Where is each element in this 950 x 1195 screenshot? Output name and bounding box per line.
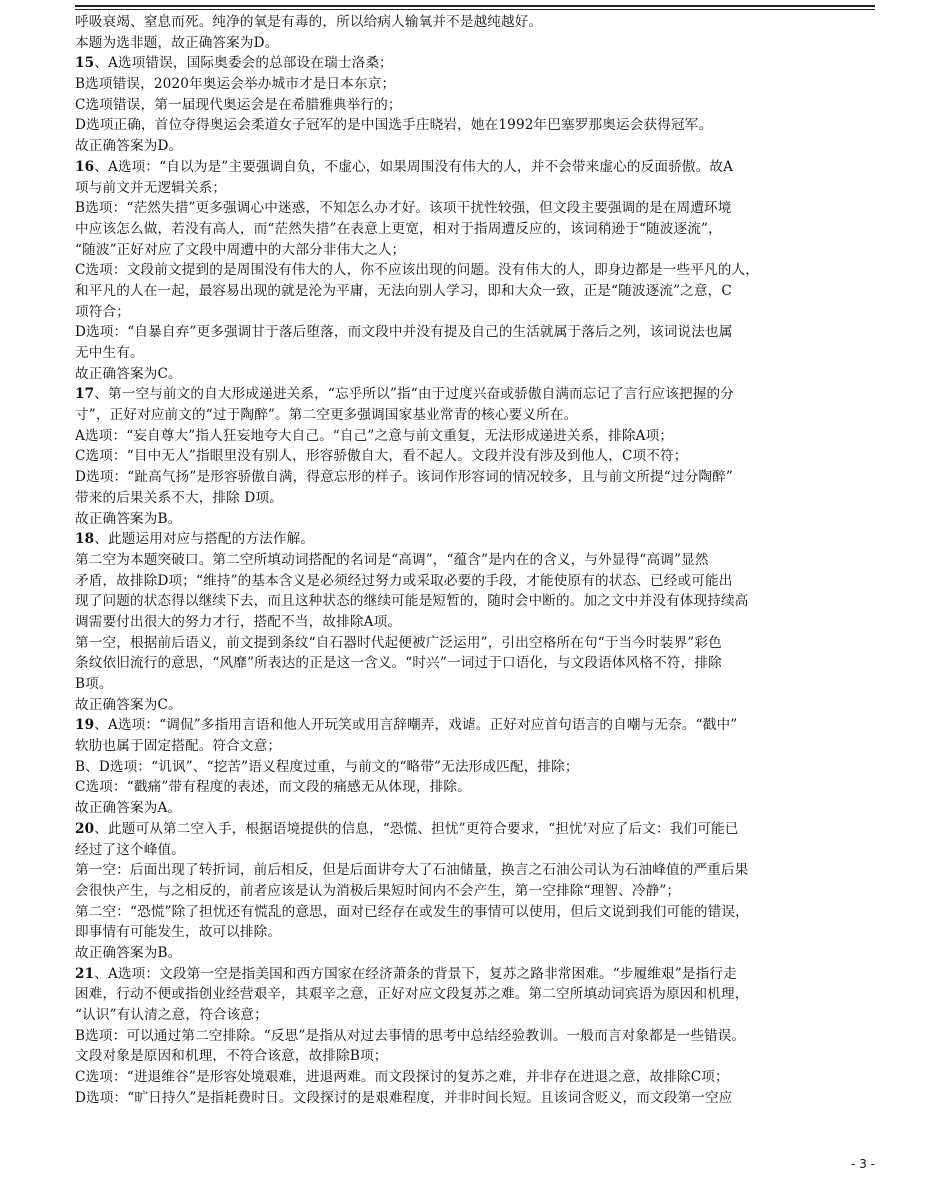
line-text: 故正确答案为A。 <box>75 800 182 817</box>
line-text: 、A选项错误，国际奥委会的总部设在瑞士洛桑； <box>94 55 393 72</box>
line-text: 文段对象是原因和机理，不符合该意，故排除B项； <box>75 1048 388 1065</box>
text-line <box>75 488 875 509</box>
line-text: 故正确答案为D。 <box>75 138 183 155</box>
text-line <box>75 840 875 861</box>
line-text: 软肋也属于固定搭配。符合文意； <box>75 738 282 755</box>
line-text: 会很快产生，与之相反的，前者应该是认为消极后果短时间内不会产生，第一空排除“理智、冷静”； <box>75 882 681 899</box>
text-line <box>75 178 875 199</box>
line-text: 故正确答案为B。 <box>75 944 182 961</box>
line-text: 第二空为本题突破口。第二空所填动词搭配的名词是“高调”，“蕴含”是内在的含义，与外显得“高调”显然 <box>75 551 709 568</box>
text-line <box>75 426 875 447</box>
text-line <box>75 157 875 178</box>
text-line <box>75 633 875 654</box>
line-text: 第一空：后面出现了转折词，前后相反，但是后面讲夸大了石油储量，换言之石油公司认为石油峰值的严重后果 <box>75 862 749 879</box>
line-text: D选项正确，首位夺得奥运会柔道女子冠军的是中国选手庄晓岩，她在1992年巴塞罗那奥运会获得冠军。 <box>75 117 713 134</box>
text-line <box>75 798 875 819</box>
text-line <box>75 322 875 343</box>
text-line <box>75 550 875 571</box>
text-line <box>75 384 875 405</box>
text-line <box>75 757 875 778</box>
text-line <box>75 653 875 674</box>
text-line <box>75 695 875 716</box>
line-text: C选项：“进退维谷”是形容处境艰难，进退两难。而文段探讨的复苏之难，并非存在进退之意，故排除C项； <box>75 1069 729 1086</box>
line-text: 经过了这个峰值。 <box>75 841 185 858</box>
text-line <box>75 943 875 964</box>
line-text: C选项：“戳痛”带有程度的表述，而文段的痛感无从体现，排除。 <box>75 779 471 796</box>
question-number: 16 <box>75 158 95 175</box>
line-text: 第一空，根据前后语义，前文提到条纹“自石器时代起便被广泛运用”，引出空格所在句“于当今时装界”彩色 <box>75 634 722 651</box>
line-text: 调需要付出很大的努力才行，搭配不当，故排除A项。 <box>75 613 402 630</box>
line-text: 、此题运用对应与搭配的方法作解。 <box>94 531 315 548</box>
line-text: C选项：文段前文提到的是周围没有伟大的人，你不应该出现的问题。没有伟大的人，即身边都是一些平凡的人， <box>75 262 759 279</box>
line-text: 、第一空与前文的自大形成递进关系，“忘乎所以”指“由于过度兴奋或骄傲自满而忘记了言行应该把握的分 <box>94 386 734 403</box>
text-line <box>75 115 875 136</box>
line-text: B项。 <box>75 676 113 692</box>
question-number: 21 <box>75 965 95 982</box>
text-line <box>75 198 875 219</box>
line-text: 第二空：“恐慌”除了担忧还有慌乱的意思，面对已经存在或发生的事情可以使用，但后文说到我们可能的错误， <box>75 903 749 920</box>
text-line <box>75 819 875 840</box>
text-line <box>75 571 875 592</box>
line-text: 故正确答案为C。 <box>75 365 182 382</box>
text-line <box>75 881 875 902</box>
line-text: 故正确答案为B。 <box>75 510 182 527</box>
text-line <box>75 777 875 798</box>
text-line <box>75 95 875 116</box>
line-text: 现了问题的状态得以继续下去，而且这种状态的继续可能是短暂的，随时会中断的。加之文中并没有体现持续高 <box>75 593 749 610</box>
question-number: 15 <box>75 55 95 72</box>
line-text: 项符合； <box>75 303 130 320</box>
line-text: D选项：“趾高气扬”是形容骄傲自满，得意忘形的样子。该词作形容词的情况较多，且与前文所提“过分陶醉” <box>75 469 733 486</box>
text-line <box>75 1005 875 1026</box>
text-line <box>75 509 875 530</box>
line-text: D选项：“自暴自弃”更多强调甘于落后堕落，而文段中并没有提及自己的生活就属于落后之列，该词说法也属 <box>75 324 733 341</box>
text-line <box>75 302 875 323</box>
page-number: - 3 - <box>851 1157 875 1171</box>
text-line <box>75 364 875 385</box>
line-text: 本题为选非题，故正确答案为D。 <box>75 34 279 51</box>
text-line <box>75 33 875 54</box>
line-text: “认识”有认清之意，符合该意； <box>75 1007 268 1023</box>
line-text: 、A选项：“自以为是”主要强调自负，不虚心，如果周围没有伟大的人，并不会带来虚心的反面骄傲。故A <box>94 158 734 175</box>
text-line <box>75 219 875 240</box>
line-text: 项与前文并无逻辑关系； <box>75 179 227 196</box>
text-line <box>75 281 875 302</box>
line-text: 带来的后果关系不大，排除 D项。 <box>75 489 283 506</box>
text-line <box>75 612 875 633</box>
text-line <box>75 260 875 281</box>
text-line <box>75 964 875 985</box>
question-number: 17 <box>75 386 95 403</box>
line-text: 寸”，正好对应前文的“过于陶醉”。第二空更多强调国家基业常青的核心要义所在。 <box>75 407 578 424</box>
line-text: 条纹依旧流行的意思，“风靡”所表达的正是这一含义。“时兴”一词过于口语化，与文段语体风格不符，排除 <box>75 655 722 672</box>
line-text: 中应该怎么做，若没有高人，而“茫然失措”在表意上更宽，相对于指周遭反应的，该词稍逊于“随波逐流”， <box>75 220 722 237</box>
question-number: 20 <box>75 820 95 837</box>
line-text: B、D选项：“讥讽”、“挖苦”语义程度过重，与前文的“略带”无法形成匹配，排除； <box>75 758 579 775</box>
text-line <box>75 405 875 426</box>
text-line <box>75 343 875 364</box>
text-line <box>75 1026 875 1047</box>
line-text: 、A选项：“调侃”多指用言语和他人开玩笑或用言辞嘲弄，戏谑。正好对应首句语言的自嘲与无奈。“戳中” <box>94 717 738 734</box>
text-line <box>75 53 875 74</box>
line-text: 呼吸衰竭、窒息而死。纯净的氧是有毒的，所以给病人输氧并不是越纯越好。 <box>75 14 543 30</box>
text-line <box>75 715 875 736</box>
text-line <box>75 529 875 550</box>
text-line <box>75 736 875 757</box>
text-line <box>75 446 875 467</box>
line-text: 故正确答案为C。 <box>75 696 182 713</box>
line-text: 即事情有可能发生，故可以排除。 <box>75 924 282 941</box>
page-body <box>75 12 875 1108</box>
text-line <box>75 1067 875 1088</box>
text-line <box>75 674 875 695</box>
line-text: 无中生有。 <box>75 345 144 361</box>
line-text: C选项错误，第一届现代奥运会是在希腊雅典举行的； <box>75 96 402 113</box>
line-text: 和平凡的人在一起，最容易出现的就是沦为平庸，无法向别人学习，即和大众一致，正是“随波逐流”之意，C <box>75 282 732 299</box>
line-text: 、此题可从第二空入手，根据语境提供的信息，“恐慌、担忧”更符合要求，“担忧’对应了后文：我们可能已 <box>94 820 739 837</box>
text-line <box>75 922 875 943</box>
text-line <box>75 1046 875 1067</box>
line-text: B选项：可以通过第二空排除。“反思”是指从对过去事情的思考中总结经验教训。一般而言对象都是一些错误。 <box>75 1027 746 1044</box>
line-text: “随波”正好对应了文段中周遭中的大部分非伟大之人； <box>75 241 406 258</box>
header-rule-thin <box>75 9 875 10</box>
question-number: 19 <box>75 717 95 734</box>
text-line <box>75 860 875 881</box>
text-line <box>75 74 875 95</box>
line-text: B选项：“茫然失措”更多强调心中迷惑，不知怎么办才好。该项干扰性较强，但文段主要强调的是在周遭环境 <box>75 200 732 217</box>
question-number: 18 <box>75 531 95 548</box>
text-line <box>75 591 875 612</box>
line-text: 矛盾，故排除D项；“维持”的基本含义是必须经过努力或采取必要的手段，才能使原有的状态、已经或可能出 <box>75 572 733 589</box>
text-line <box>75 240 875 261</box>
header-rule-thick <box>75 5 875 7</box>
line-text: D选项：“旷日持久”是指耗费时日。文段探讨的是艰难程度，并非时间长短。且该词含贬义，而文段第一空应 <box>75 1089 733 1106</box>
text-line <box>75 984 875 1005</box>
line-text: C选项：“目中无人”指眼里没有别人，形容骄傲自大，看不起人。文段并没有涉及到他人，C项不符； <box>75 448 688 465</box>
line-text: A选项：“妄自尊大”指人狂妄地夸大自己。“自己”之意与前文重复，无法形成递进关系，排除A项； <box>75 427 674 444</box>
line-text: 困难，行动不便或指创业经营艰辛，其艰辛之意，正好对应文段复苏之难。第二空所填动词宾语为原因和机理， <box>75 986 749 1003</box>
line-text: B选项错误，2020年奥运会举办城市才是日本东京； <box>75 76 396 93</box>
text-line <box>75 467 875 488</box>
line-text: 、A选项：文段第一空是指美国和西方国家在经济萧条的背景下，复苏之路非常困难。“步履维艰”是指行走 <box>94 965 737 982</box>
text-line <box>75 902 875 923</box>
text-line <box>75 12 875 33</box>
text-line <box>75 1088 875 1109</box>
text-line <box>75 136 875 157</box>
